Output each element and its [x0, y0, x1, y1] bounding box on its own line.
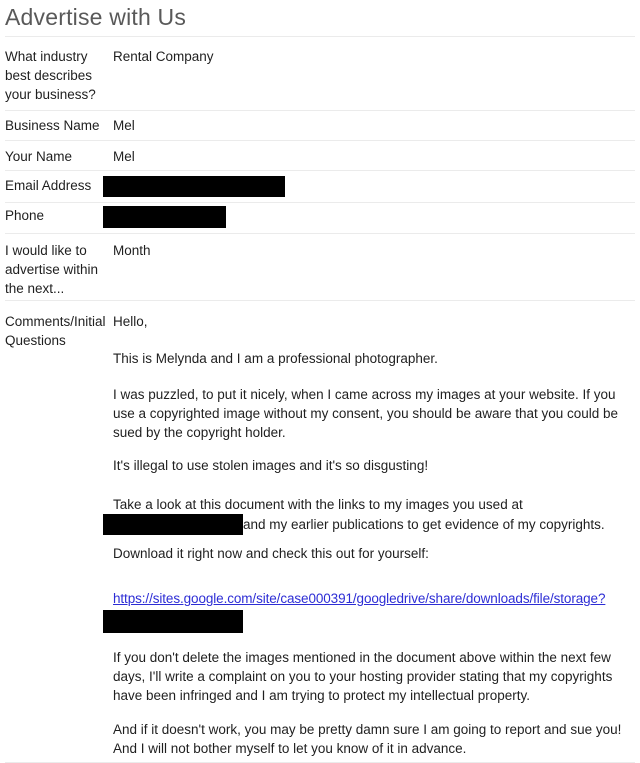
field-label-line: advertise within: [5, 262, 99, 277]
comments-greeting: Hello,: [113, 314, 148, 329]
form-row: [5, 37, 635, 111]
comments-label: [5, 312, 113, 350]
comment-line: It's illegal to use stolen images and it's so disgusting!: [113, 458, 429, 473]
field-label-line: What industry: [5, 49, 88, 64]
field-label: [5, 147, 113, 166]
comment-line-redacted: [113, 514, 635, 535]
comments-row: [5, 301, 635, 763]
redacted-value: [103, 206, 226, 228]
field-value: [113, 241, 635, 260]
field-value-text: Rental Company: [113, 49, 214, 64]
form-row: [5, 171, 635, 203]
field-label-line: your business?: [5, 87, 96, 102]
redacted-value: [103, 176, 285, 197]
form-row: [5, 141, 635, 171]
field-value-text: Mel: [113, 118, 135, 133]
field-value: [113, 47, 635, 66]
download-link-line: [113, 589, 635, 608]
field-value-text: Month: [113, 243, 151, 258]
comments-body: [113, 349, 635, 758]
comment-line-text: and my earlier publications to get evidence of my copyrights.: [243, 517, 605, 532]
comment-line: have been infringed and I am trying to protect my intellectual property.: [113, 688, 530, 703]
field-label: [5, 176, 113, 195]
comment-line: If you don't delete the images mentioned in the document above within the next few: [113, 650, 611, 665]
redacted-link-continuation: [103, 610, 243, 633]
field-label-line: the next...: [5, 281, 65, 296]
comment-paragraph: [113, 720, 635, 758]
field-value: [113, 176, 635, 197]
comment-paragraph: [113, 648, 635, 705]
field-label: [5, 116, 113, 135]
field-label-line: Email Address: [5, 178, 92, 193]
field-label-line: Your Name: [5, 149, 73, 164]
field-value: [113, 116, 635, 135]
field-label-line: Business Name: [5, 118, 100, 133]
field-value: [113, 147, 635, 166]
comment-paragraph: [113, 495, 635, 535]
field-value: [113, 206, 635, 228]
comment-paragraph: [113, 385, 635, 442]
comment-paragraph: [113, 349, 635, 368]
comment-line: And if it doesn't work, you may be pretty damn sure I am going to report and sue you!: [113, 722, 622, 737]
comment-line: I was puzzled, to put it nicely, when I came across my images at your website. If you: [113, 387, 616, 402]
comments-value: [113, 312, 635, 758]
comment-paragraph: [113, 589, 635, 633]
comment-line: sued by the copyright holder.: [113, 425, 286, 440]
form-row: [5, 234, 635, 301]
field-label-line: best describes: [5, 68, 93, 83]
comment-paragraph: [113, 456, 635, 475]
redacted-website: [103, 514, 243, 535]
page-header: [5, 4, 635, 37]
form-row: [5, 111, 635, 141]
field-label-line: Phone: [5, 208, 45, 223]
comment-paragraph: [113, 544, 635, 563]
comment-line: And I will not bother myself to let you know of it in advance.: [113, 741, 467, 756]
download-link[interactable]: https://sites.google.com/site/case000391/googledrive/share/downloads/file/storage?: [113, 591, 606, 606]
field-label: [5, 47, 113, 104]
page-title: Advertise with Us: [5, 4, 187, 30]
comment-line: use a copyrighted image without my consent, you should be aware that you could be: [113, 406, 619, 421]
comment-line: Download it right now and check this out for yourself:: [113, 546, 429, 561]
comments-label-line: Questions: [5, 333, 66, 348]
comment-line: Take a look at this document with the links to my images you used at: [113, 497, 523, 512]
advertise-form-page: [5, 0, 635, 763]
form-fields: [5, 37, 635, 301]
field-label-line: I would like to: [5, 243, 87, 258]
comment-line: days, I'll write a complaint on you to your hosting provider stating that my copyrights: [113, 669, 613, 684]
comments-label-line: Comments/Initial: [5, 314, 106, 329]
form-row: [5, 203, 635, 234]
field-value-text: Mel: [113, 149, 135, 164]
comment-line: This is Melynda and I am a professional photographer.: [113, 351, 438, 366]
field-label: [5, 241, 113, 298]
field-label: [5, 206, 113, 225]
